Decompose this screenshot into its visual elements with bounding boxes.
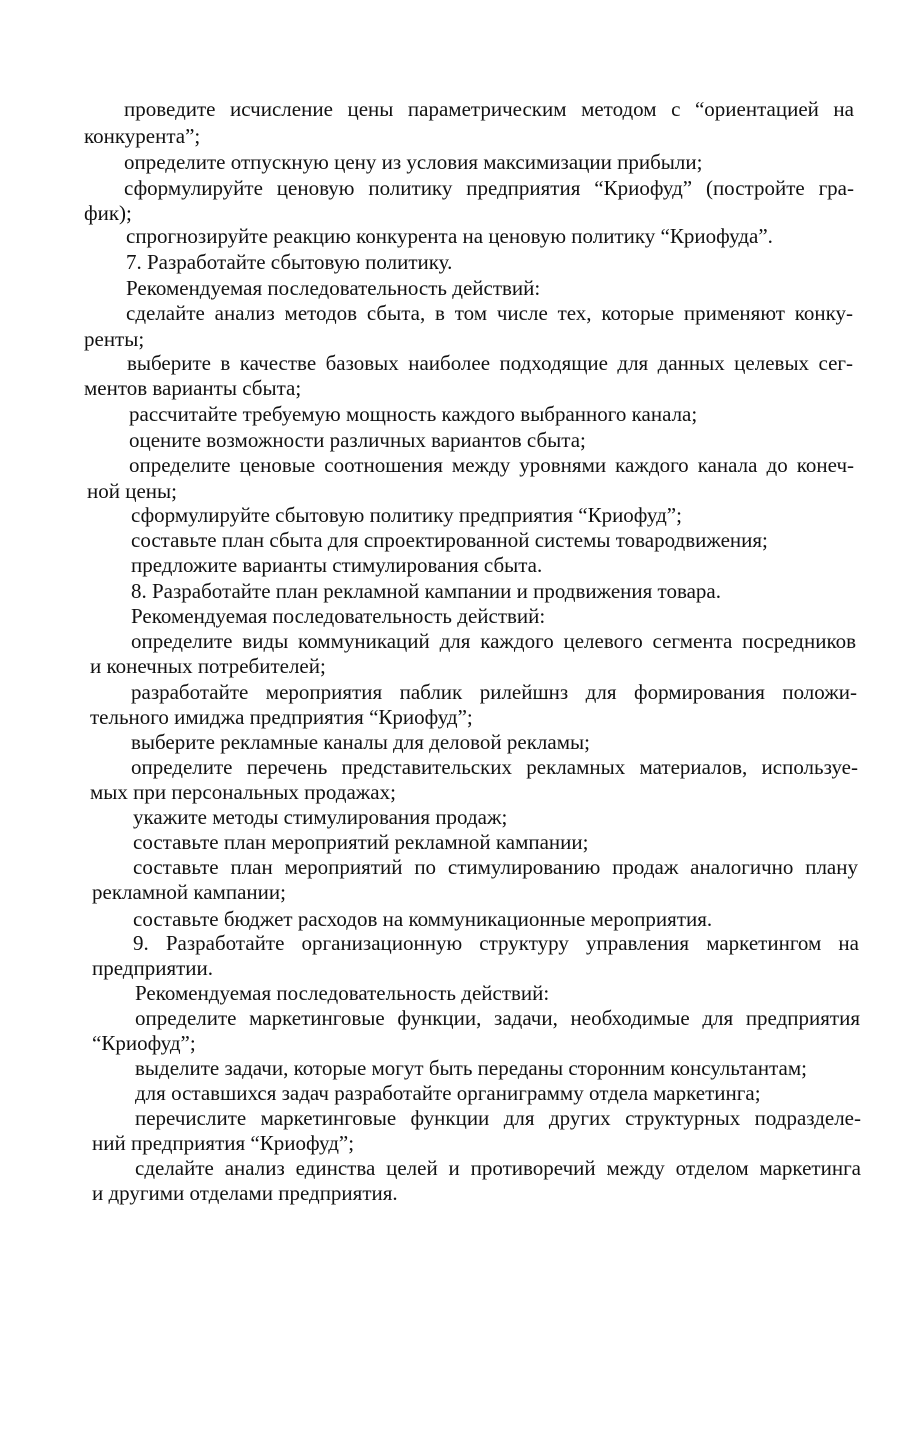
- section-heading: 7. Разработайте сбытовую политику.: [126, 250, 453, 274]
- text-line: составьте план сбыта для спроектированной системы товародвижения;: [131, 528, 768, 552]
- text-line: Рекомендуемая последовательность действий:: [126, 276, 541, 300]
- text-line: рекламной кампании;: [92, 880, 286, 904]
- text-line: укажите методы стимулирования продаж;: [133, 805, 508, 829]
- text-line: для оставшихся задач разработайте органиграмму отдела маркетинга;: [135, 1081, 761, 1105]
- text-line: перечислите маркетинговые функции для других структурных подразделе-: [135, 1106, 861, 1130]
- text-line: предложите варианты стимулирования сбыта.: [131, 553, 543, 577]
- text-line: сформулируйте сбытовую политику предприятия “Криофуд”;: [131, 503, 682, 527]
- text-line: составьте план мероприятий по стимулированию продаж аналогично плану: [133, 855, 858, 879]
- text-line: разработайте мероприятия паблик рилейшнз для формирования положи-: [131, 680, 857, 704]
- text-line: сделайте анализ методов сбыта, в том числе тех, которые применяют конку-: [126, 301, 853, 325]
- section-heading: 8. Разработайте план рекламной кампании и продвижения товара.: [131, 579, 721, 603]
- section-heading: 9. Разработайте организационную структуру управления маркетингом на: [133, 931, 859, 955]
- text-line: выделите задачи, которые могут быть переданы сторонним консультантам;: [135, 1056, 807, 1080]
- text-line: выберите в качестве базовых наиболее подходящие для данных целевых сег-: [127, 351, 853, 375]
- text-line: “Криофуд”;: [92, 1031, 196, 1055]
- text-line: ментов варианты сбыта;: [84, 376, 302, 400]
- text-line: тельного имиджа предприятия “Криофуд”;: [90, 705, 473, 729]
- text-line: определите отпускную цену из условия максимизации прибыли;: [124, 150, 703, 174]
- text-line: сформулируйте ценовую политику предприятия “Криофуд” (постройте гра-: [124, 176, 854, 200]
- text-line: конкурента”;: [84, 124, 201, 148]
- text-line: и другими отделами предприятия.: [92, 1181, 398, 1205]
- text-line: Рекомендуемая последовательность действий:: [135, 981, 550, 1005]
- text-line: выберите рекламные каналы для деловой рекламы;: [131, 730, 590, 754]
- text-line: ной цены;: [87, 479, 177, 503]
- text-line: мых при персональных продажах;: [90, 780, 396, 804]
- text-line: Рекомендуемая последовательность действий:: [131, 604, 546, 628]
- text-line: ренты;: [84, 327, 145, 351]
- text-line: определите ценовые соотношения между уровнями каждого канала до конеч-: [129, 453, 854, 477]
- text-line: определите перечень представительских рекламных материалов, используе-: [131, 755, 858, 779]
- text-line: предприятии.: [92, 956, 214, 980]
- text-line: ний предприятия “Криофуд”;: [92, 1131, 355, 1155]
- text-line: составьте бюджет расходов на коммуникационные мероприятия.: [133, 907, 713, 931]
- text-line: проведите исчисление цены параметрическим методом с “ориентацией на: [124, 97, 854, 121]
- text-line: и конечных потребителей;: [90, 654, 326, 678]
- text-line: спрогнозируйте реакцию конкурента на ценовую политику “Криофуда”.: [126, 224, 773, 248]
- text-line: фик);: [84, 201, 132, 225]
- text-line: рассчитайте требуемую мощность каждого выбранного канала;: [129, 402, 698, 426]
- text-line: составьте план мероприятий рекламной кампании;: [133, 830, 589, 854]
- text-line: сделайте анализ единства целей и противоречий между отделом маркетинга: [135, 1156, 861, 1180]
- text-line: определите виды коммуникаций для каждого целевого сегмента посредников: [131, 629, 856, 653]
- text-line: оцените возможности различных вариантов сбыта;: [129, 428, 586, 452]
- text-line: определите маркетинговые функции, задачи, необходимые для предприятия: [135, 1006, 860, 1030]
